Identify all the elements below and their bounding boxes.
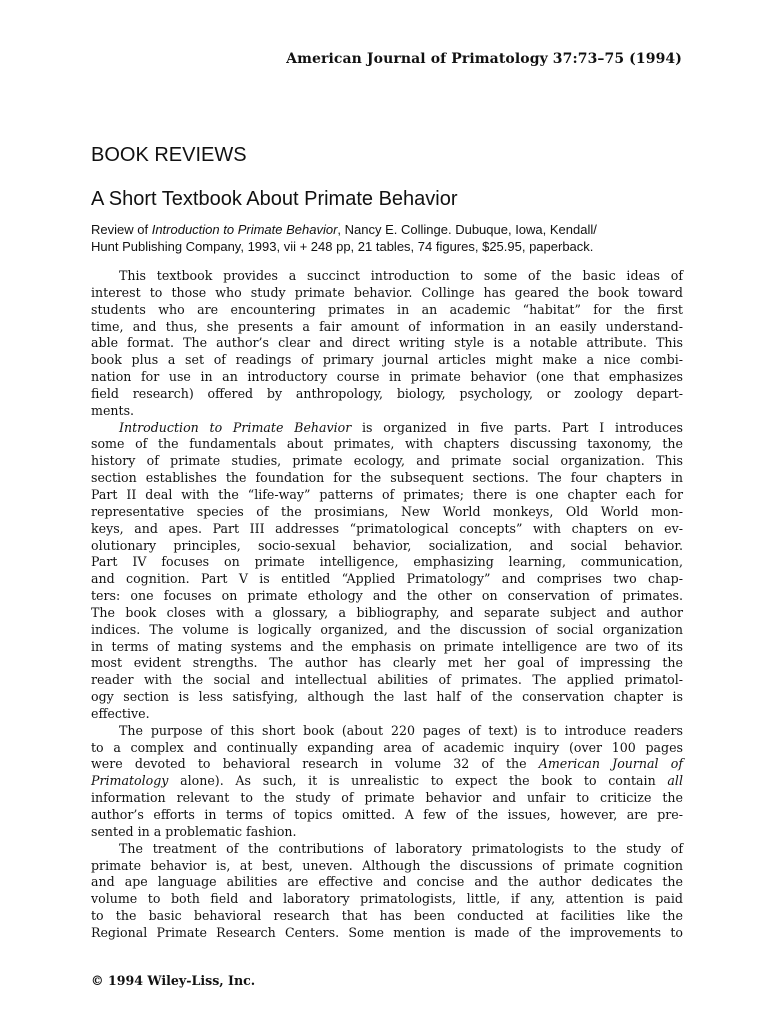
journal-name-italic: Primatology bbox=[91, 773, 169, 789]
review-citation-line: Review of Introduction to Primate Behavior, Nancy E. Collinge. Dubuque, Iowa, Kendall/ bbox=[91, 222, 597, 237]
body-paragraph: This textbook provides a succinct introduction to some of the basic ideas of interest to those who study primate behavior. Collinge has geared the book toward students who are encountering primates in an academic “habitat” for the first time, and thus, she presents a fair amount of information in an easily understand- able format. The author’s clear and direct writing style is a notable attribute. This book plus a set of readings of primary journal articles might make a nice combi- nation for use in an introductory course in primate behavior (one that emphasizes field research) offered by anthropology, biology, psychology, or zoology depart- ments. bbox=[91, 268, 683, 418]
reviewed-book-title: Introduction to Primate Behavior bbox=[151, 222, 338, 237]
copyright-notice: © 1994 Wiley-Liss, Inc. bbox=[91, 973, 256, 988]
review-citation-line: Hunt Publishing Company, 1993, vii + 248 pp, 21 tables, 74 figures, $25.95, paperback. bbox=[91, 239, 594, 254]
section-title: BOOK REVIEWS bbox=[91, 144, 247, 166]
body-paragraph: The purpose of this short book (about 220 pages of text) is to introduce readers to a complex and continually expanding area of academic inquiry (over 100 pages were devoted to behavioral research in volume 32 of the American Journal of Primatology alone). As such, it is unrealistic to expect the book to contain all information relevant to the study of primate behavior and unfair to criticize the author’s efforts in terms of topics omitted. A few of the issues, however, are pre- sented in a problematic fashion. bbox=[91, 722, 683, 839]
book-title-italic: Introduction to Primate Behavior bbox=[119, 419, 352, 435]
emphasis-italic: all bbox=[667, 773, 683, 789]
journal-citation: American Journal of Primatology 37:73–75 (1994) bbox=[286, 51, 682, 67]
article-body bbox=[91, 268, 683, 942]
journal-name-italic: American Journal of bbox=[538, 756, 683, 772]
review-citation bbox=[91, 221, 691, 255]
body-paragraph: The treatment of the contributions of laboratory primatologists to the study of primate behavior is, at best, uneven. Although the discussions of primate cognition and ape language abilities are effective and concise and the author dedicates the volume to both field and laboratory primatologists, little, if any, attention is paid to the basic behavioral research that has been conducted at facilities like the Regional Primate Research Centers. Some mention is made of the improvements to bbox=[91, 840, 683, 940]
body-paragraph: Introduction to Primate Behavior is organized in five parts. Part I introduces some of the fundamentals about primates, with chapters discussing taxonomy, the history of primate studies, primate ecology, and primate social organization. This section establishes the foundation for the subsequent sections. The four chapters in Part II deal with the “life-way” patterns of primates; there is one chapter each for representative species of the prosimians, New World monkeys, Old World mon- keys, and apes. Part III addresses “primatological concepts” with chapters on ev- olutionary principles, socio-sexual behavior, socialization, and social behavior. Part IV focuses on primate intelligence, emphasizing learning, communication, and cognition. Part V is entitled “Applied Primatology” and comprises two chap- ters: one focuses on primate ethology and the other on conservation of primates. The book closes with a glossary, a bibliography, and separate subject and author indices. The volume is logically organized, and the discussion of social organization in terms of mating systems and the emphasis on primate intelligence are two of its most evident strengths. The author has clearly met her goal of impressing the reader with the social and intellectual abilities of primates. The applied primatol- ogy section is less satisfying, although the last half of the conservation chapter is effective. bbox=[91, 419, 683, 721]
article-title: A Short Textbook About Primate Behavior bbox=[91, 188, 458, 210]
